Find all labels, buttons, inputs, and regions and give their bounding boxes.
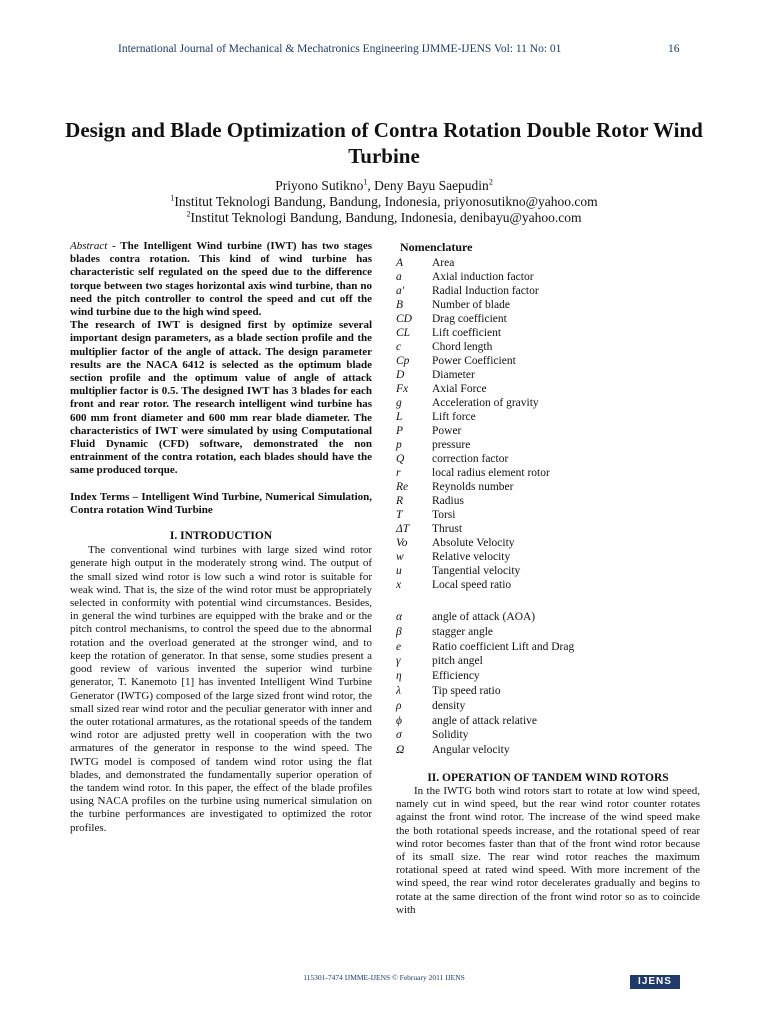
nomenclature-definition: Power Coefficient	[432, 355, 516, 367]
nomenclature-symbol: a'	[396, 285, 405, 297]
nomenclature-row	[396, 284, 700, 298]
nomenclature-row	[396, 480, 700, 494]
nomenclature-definition: Power	[432, 425, 462, 437]
abstract	[70, 240, 372, 478]
nomenclature-row	[396, 610, 700, 625]
nomenclature-row	[396, 564, 700, 578]
affiliation-1-text: Institut Teknologi Bandung, Bandung, Indonesia, priyonosutikno@yahoo.com	[174, 194, 598, 209]
nomenclature-row	[396, 494, 700, 508]
nomenclature-symbol: c	[396, 341, 402, 353]
nomenclature-row	[396, 368, 700, 382]
nomenclature-definition: Efficiency	[432, 670, 480, 683]
nomenclature-symbol: Cp	[396, 355, 410, 367]
affiliation-1	[60, 194, 708, 210]
nomenclature-symbol: Fx	[396, 383, 409, 395]
nomenclature-definition: Chord length	[432, 341, 493, 353]
nomenclature-symbol: γ	[396, 655, 401, 668]
introduction-body: The conventional wind turbines with large sized wind rotor generate high output in the moderately strong wind. The output of the small sized wind rotor is low such a wind rotor is suitable for weak wind. That is, the size of the wind rotor must be appropriately selected in conformity with potential wind circumstances. Besides, in general the wind turbines are equipped with the brake and or the pitch control mechanisms, to control the speed due to the abnormal rotation and the overload generated at the stronger wind, and to keep the rotation of generator. In that sense, some studies present a good review of various invented the superior wind turbine generator, T. Kanemoto [1] has invented Intelligent Wind Turbine Generator (IWTG) composed of the large sized front wind rotor, the small sized rear wind rotor and the peculiar generator with inner and the outer rotational armatures, as the rotational speeds of the tandem wind rotor are adjusted pretty well in cooperation with the two armatures of the generator in response to the wind speed. The IWTG model is composed of tandem wind rotor using the flat blades, and demonstrated the fundamentally superior operation of the tandem wind rotor. In this paper, the effect of the blade profiles using NACA profiles on the turbine using numerical simulation on the turbine performances are investigated to optimized the rotor profiles.	[70, 544, 372, 834]
nomenclature-definition: Relative velocity	[432, 551, 511, 563]
nomenclature-row	[396, 743, 700, 758]
nomenclature-definition: Angular velocity	[432, 744, 510, 757]
nomenclature-row	[396, 256, 700, 270]
nomenclature-symbol: η	[396, 670, 402, 683]
nomenclature-definition: Axial induction factor	[432, 271, 534, 283]
nomenclature-definition: Absolute Velocity	[432, 537, 515, 549]
section-heading-operation: II. OPERATION OF TANDEM WIND ROTORS	[427, 771, 669, 784]
nomenclature-definition: Drag coefficient	[432, 313, 507, 325]
nomenclature-definition: local radius element rotor	[432, 467, 550, 479]
nomenclature-symbol: R	[396, 495, 404, 507]
nomenclature-symbol: r	[396, 467, 401, 479]
nomenclature-definition: Ratio coefficient Lift and Drag	[432, 640, 575, 653]
nomenclature-symbol: Ω	[396, 744, 405, 757]
author-block	[60, 178, 708, 226]
abstract-paragraph-1	[70, 240, 372, 319]
nomenclature-symbol: A	[396, 257, 404, 269]
nomenclature-definition: pitch angel	[432, 655, 483, 668]
nomenclature-definition: Area	[432, 257, 455, 269]
nomenclature-definition: Acceleration of gravity	[432, 397, 539, 409]
nomenclature-symbol: ρ	[396, 699, 402, 712]
nomenclature-symbol: Re	[396, 481, 409, 493]
nomenclature-symbol: ϕ	[396, 714, 402, 727]
nomenclature-symbol: σ	[396, 729, 402, 742]
nomenclature-symbol: T	[396, 509, 403, 521]
nomenclature-symbol: α	[396, 611, 403, 623]
nomenclature-definition: Radius	[432, 495, 464, 507]
nomenclature-definition: stagger angle	[432, 625, 493, 638]
author-2: , Deny Bayu Saepudin	[367, 178, 489, 193]
nomenclature-definition: Lift force	[432, 411, 476, 423]
nomenclature-row	[396, 396, 700, 410]
nomenclature-symbol: P	[396, 425, 404, 437]
nomenclature-row	[396, 298, 700, 312]
nomenclature-row	[396, 699, 700, 714]
nomenclature-definition: Diameter	[432, 369, 475, 381]
nomenclature-definition: Solidity	[432, 729, 469, 742]
nomenclature-symbol: g	[396, 397, 402, 409]
operation-body: In the IWTG both wind rotors start to rotate at low wind speed, namely cut in wind speed, but the rear wind rotor counter rotates against the front wind rotor. The increase of the wind speed make the both rotational speeds increase, and the rotational speed of rear wind rotor becomes faster than that of the front wind rotor because of its small size. The rear wind rotor reaches the maximum rotational speed at rated wind speed. With more increment of the wind speed, the rear wind rotor decelerates gradually and begins to rotate at the same direction of the front wind rotor so as to coincide with	[396, 784, 700, 916]
abstract-text-1: - The Intelligent Wind turbine (IWT) has two stages blades contra rotation. This kind of wind turbine has characteristic self regulated on the speed due to the difference torque between two stages horizontal axis wind turbine, than no need the pitch controller to control the speed and cut off the wind turbine due to the high wind speed.	[70, 240, 372, 319]
nomenclature-symbol: e	[396, 640, 402, 653]
nomenclature-title: Nomenclature	[400, 240, 473, 254]
nomenclature-row	[396, 354, 700, 368]
nomenclature-definition: angle of attack (AOA)	[432, 611, 536, 623]
nomenclature-definition: pressure	[432, 439, 471, 451]
nomenclature-definition: Thrust	[432, 523, 463, 535]
nomenclature-symbol: λ	[396, 684, 401, 697]
abstract-paragraph-2: The research of IWT is designed first by optimize several important design parameters, as a blade section profile and the multiplier factor of the angle of attack. The design parameter results are the NACA 6412 is selected as the optimum blade section profile and the optimum value of angle of attack multiplier factor is 0.5. The designed IWT has 3 blades for each front and rear rotor. The research intelligent wind turbine has 600 mm front diameter and 600 mm rear blade diameter. The characteristics of IWT were simulated by using Computational Fluid Dynamic (CFD) software, demonstrated the non entrainment of the contra rotation, each blades should have the same produced torque.	[70, 319, 372, 477]
nomenclature-greek-list	[396, 610, 700, 758]
nomenclature-row	[396, 669, 700, 684]
nomenclature-row	[396, 270, 700, 284]
nomenclature-definition: density	[432, 699, 466, 712]
nomenclature-symbol: CD	[396, 313, 412, 325]
nomenclature-symbol: p	[396, 439, 402, 451]
right-column	[396, 240, 700, 917]
index-terms: Index Terms – Intelligent Wind Turbine, Numerical Simulation, Contra rotation Wind Turbine	[70, 490, 372, 516]
nomenclature-row	[396, 728, 700, 743]
nomenclature-row	[396, 340, 700, 354]
ijens-logo: IJENS	[630, 975, 680, 989]
author-1: Priyono Sutikno	[275, 178, 364, 193]
nomenclature-row	[396, 625, 700, 640]
section-heading-introduction: I. INTRODUCTION	[169, 530, 273, 543]
nomenclature-symbol: β	[396, 625, 402, 638]
paper-title: Design and Blade Optimization of Contra Rotation Double Rotor Wind Turbine	[65, 118, 703, 168]
affiliation-2	[60, 210, 708, 226]
nomenclature-row	[396, 714, 700, 729]
nomenclature-row	[396, 522, 700, 536]
nomenclature-symbol: Vo	[396, 537, 408, 549]
journal-title: International Journal of Mechanical & Mechatronics Engineering IJMME-IJENS Vol: 11 No: 01	[118, 43, 562, 55]
nomenclature-row	[396, 382, 700, 396]
nomenclature-row	[396, 536, 700, 550]
nomenclature-gap	[396, 592, 700, 606]
nomenclature-row	[396, 654, 700, 669]
nomenclature-row	[396, 550, 700, 564]
nomenclature-definition: correction factor	[432, 453, 509, 465]
nomenclature-definition: Torsi	[432, 509, 456, 521]
affiliation-1-sup: 1	[170, 193, 175, 203]
page-number: 16	[668, 43, 680, 55]
nomenclature-symbol: B	[396, 299, 404, 311]
nomenclature-symbol: Q	[396, 453, 405, 465]
nomenclature-symbol: x	[396, 579, 402, 591]
nomenclature-symbol: ΔT	[396, 523, 410, 535]
nomenclature-symbol: CL	[396, 327, 411, 339]
nomenclature-row	[396, 578, 700, 592]
nomenclature-row	[396, 466, 700, 480]
nomenclature-definition: Tangential velocity	[432, 565, 521, 577]
nomenclature-definition: Radial Induction factor	[432, 285, 539, 297]
nomenclature-row	[396, 684, 700, 699]
nomenclature-definition: Axial Force	[432, 383, 487, 395]
nomenclature-row	[396, 508, 700, 522]
nomenclature-latin-list	[396, 256, 700, 592]
nomenclature-symbol: u	[396, 565, 402, 577]
nomenclature-definition: Number of blade	[432, 299, 510, 311]
nomenclature-definition: Tip speed ratio	[432, 684, 501, 697]
nomenclature-row	[396, 326, 700, 340]
affiliation-2-text: Institut Teknologi Bandung, Bandung, Indonesia, denibayu@yahoo.com	[190, 210, 582, 225]
affiliation-2-sup: 2	[186, 209, 191, 219]
nomenclature-symbol: D	[396, 369, 405, 381]
nomenclature-definition: Reynolds number	[432, 481, 514, 493]
nomenclature-definition: Local speed ratio	[432, 579, 512, 591]
nomenclature-row	[396, 410, 700, 424]
author-1-sup: 1	[363, 177, 368, 187]
author-2-sup: 2	[488, 177, 493, 187]
footer-copyright: 115301-7474 IJMME-IJENS © February 2011 IJENS	[303, 973, 465, 982]
nomenclature-row	[396, 424, 700, 438]
nomenclature-row	[396, 640, 700, 655]
nomenclature-symbol: w	[396, 551, 404, 563]
nomenclature-symbol: L	[396, 411, 403, 423]
nomenclature-row	[396, 312, 700, 326]
nomenclature-definition: Lift coefficient	[432, 327, 502, 339]
abstract-lead: Abstract	[70, 240, 108, 252]
nomenclature-symbol: a	[396, 271, 402, 283]
author-names	[60, 178, 708, 194]
nomenclature-row	[396, 452, 700, 466]
nomenclature-definition: angle of attack relative	[432, 714, 538, 727]
nomenclature-row	[396, 438, 700, 452]
left-column	[70, 240, 372, 835]
